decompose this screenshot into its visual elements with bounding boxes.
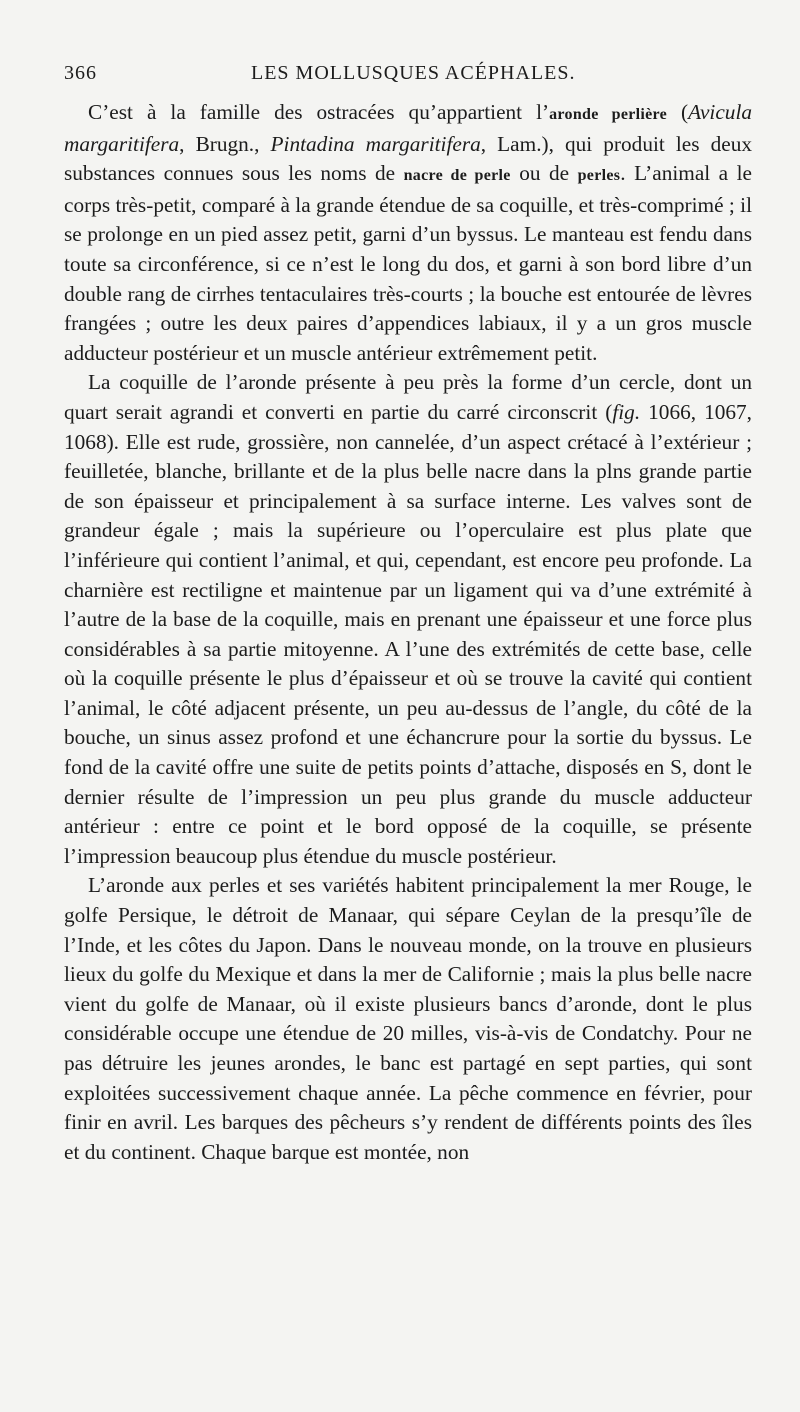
term-aronde-perliere: aronde perlière	[549, 106, 668, 123]
body-text	[64, 98, 752, 1167]
text-run: , Brugn.,	[179, 131, 271, 156]
text-run: L’aronde aux perles et ses variétés habitent principalement la mer Rouge, le golfe Persique, le détroit de Manaar, qui sépare Ceylan de la presqu’île de l’Inde, et les côtes du Japon. Dans le nouveau monde, on la trouve en plusieurs lieux du golfe du Mexique et dans la mer de Californie ; mais la plus belle nacre vient du golfe de Manaar, où il existe plusieurs bancs d’aronde, dont le plus considérable occupe une étendue de 20 milles, vis-à-vis de Condatchy. Pour ne pas détruire les jeunes arondes, le banc est partagé en sept parties, qui sont exploitées successivement chaque année. La pêche commence en février, pour finir en avril. Les barques des pêcheurs s’y rendent de différents points des îles et du continent. Chaque barque est montée, non	[64, 873, 752, 1164]
page-header	[64, 62, 752, 96]
text-run: , Lam.), qui produit les deux substances connues sous les noms de	[64, 131, 752, 186]
term-perles: perles	[577, 167, 621, 185]
text-run: . L’animal a le corps très-petit, comparé à la grande étendue de sa coquille, et très-comprimé ; il se prolonge en un pied assez petit, garni d’un byssus. Le manteau est fendu dans toute sa circonférence, si ce n’est le long du dos, et garni à son bord libre d’un double rang de cirrhes tentaculaires très-courts ; la bouche est entourée de lèvres frangées ; outre les deux paires d’appendices labiaux, il y a un gros muscle adducteur postérieur et un muscle antérieur extrêmement petit.	[64, 161, 753, 365]
figure-reference: fig.	[612, 399, 641, 424]
text-run: C’est à la famille des ostracées qu’appartient l’	[88, 100, 550, 124]
paragraph-3	[64, 871, 752, 1167]
running-title: LES MOLLUSQUES ACÉPHALES.	[251, 62, 576, 84]
paragraph-2	[64, 368, 752, 871]
text-run: La coquille de l’aronde présente à peu près la forme d’un cercle, dont un quart serait agrandi et converti en partie du carré circonscrit (	[64, 370, 752, 424]
text-run: 1066, 1067, 1068). Elle est rude, grossière, non cannelée, d’un aspect crétacé à l’extérieur ; feuilletée, blanche, brillante et de la plus belle nacre dans la plns grande partie de son épaisseur et principalement à sa surface interne. Les valves sont de grandeur égale ; mais la supérieure ou l’operculaire est plus plate que l’inférieure qui contient l’animal, et qui, cependant, est encore peu profonde. La charnière est rectiligne et maintenue par un ligament qui va d’une extrémité à l’autre de la base de la coquille, mais en prenant une épaisseur et une force plus considérables à sa partie mitoyenne. A l’une des extrémités de cette base, celle où la coquille présente le plus d’épaisseur et où se trouve la cavité qui contient l’animal, le côté adjacent présente, un peu au-dessus de l’angle, du côté de la bouche, un sinus assez profond et une échancrure pour la sortie du byssus. Le fond de la cavité offre une suite de petits points d’attache, disposés en S, dont le dernier résulte de l’impression un peu plus grande du muscle adducteur antérieur : entre ce point et le bord opposé de la coquille, se présente l’impression beaucoup plus étendue du muscle postérieur.	[64, 399, 753, 868]
page-number: 366	[64, 62, 97, 84]
paragraph-1	[64, 98, 752, 368]
species-name: Pintadina margaritifera	[270, 131, 481, 156]
text-run: ou de	[510, 161, 578, 186]
term-nacre-de-perle: nacre de perle	[403, 167, 511, 185]
species-name: Avicula margaritifera	[64, 100, 753, 156]
text-run: (	[667, 100, 689, 124]
